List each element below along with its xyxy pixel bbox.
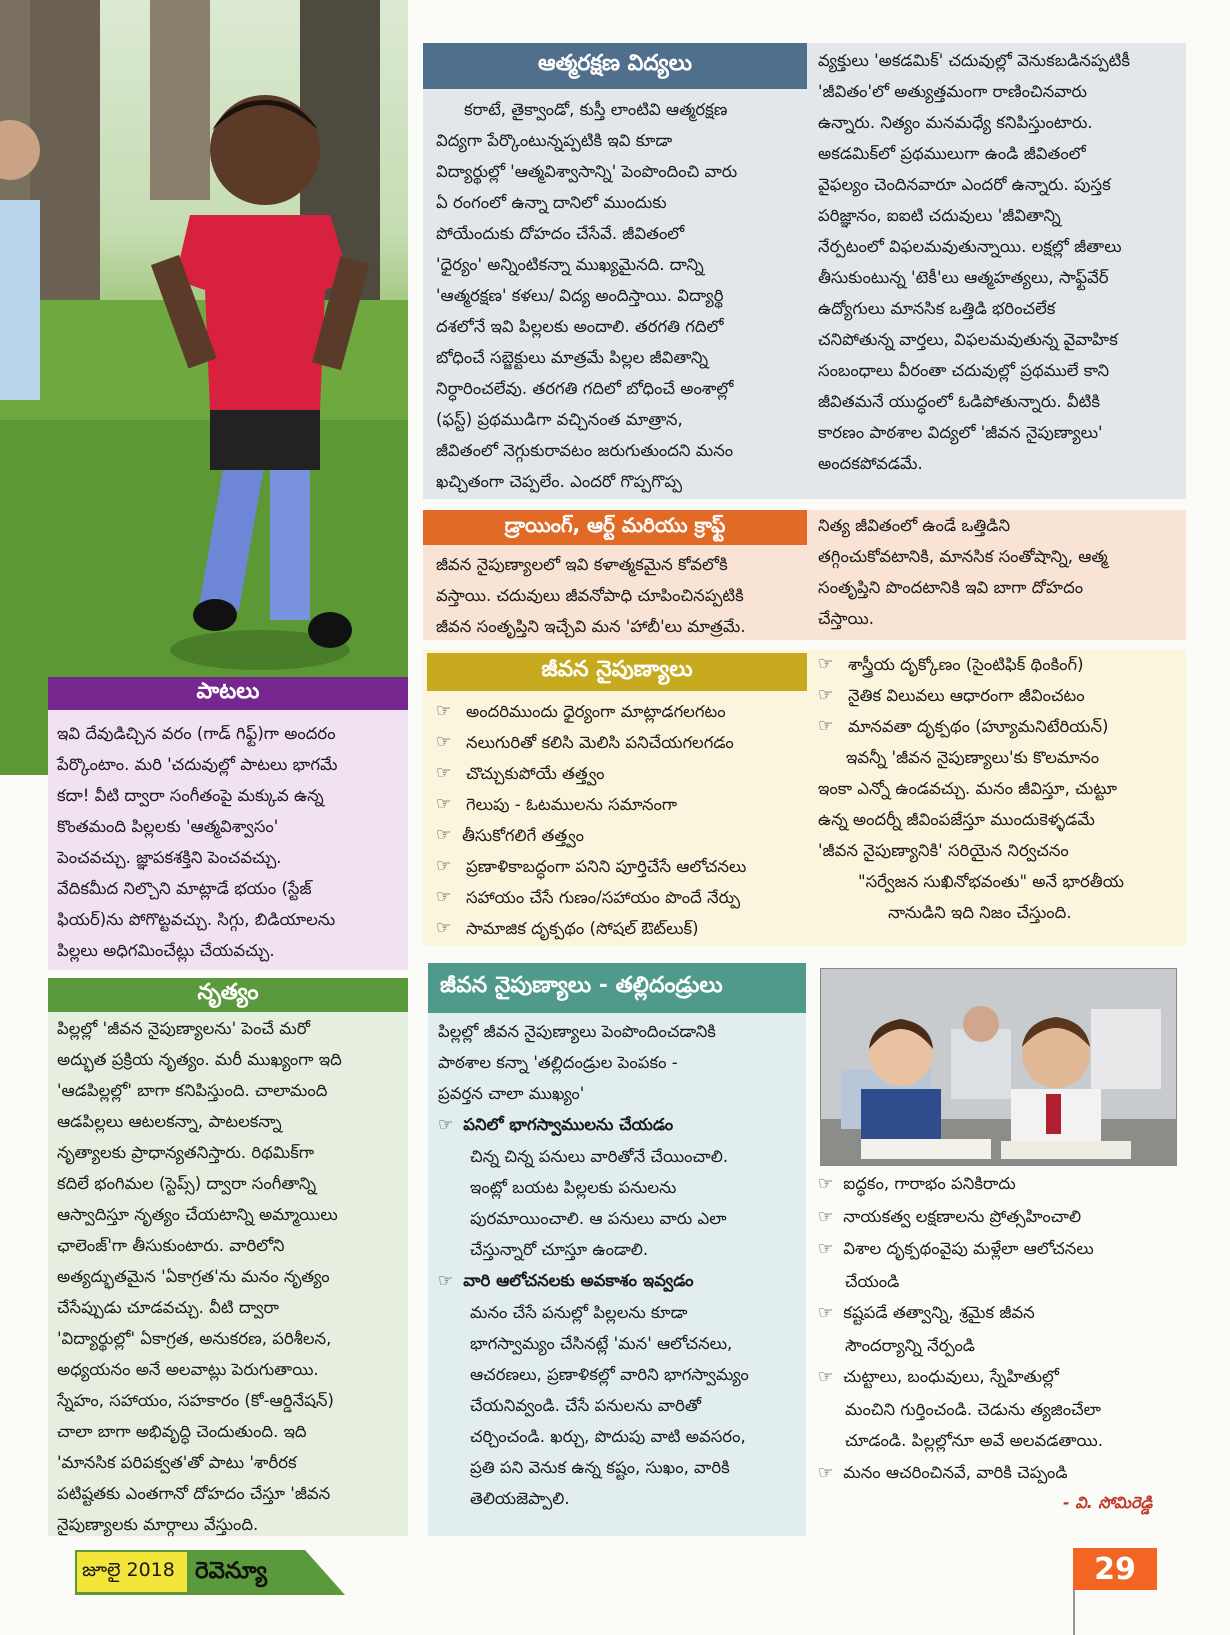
pointing-hand-icon: ☞ bbox=[438, 1115, 454, 1135]
list-item: ☞ ప్రణాళికాబద్ధంగా పనిని పూర్తిచేసే ఆలోచనలు bbox=[432, 851, 812, 882]
pointing-hand-icon: ☞ bbox=[818, 1206, 834, 1227]
children-classroom-photo bbox=[820, 968, 1177, 1166]
pointing-hand-icon: ☞ bbox=[438, 1271, 454, 1291]
list-item-cont: ☞ తీసుకోగలిగే తత్త్వం bbox=[432, 820, 812, 851]
list-item: ☞ మానవతా దృక్పథం (హ్యూమనిటేరియన్) bbox=[814, 711, 1184, 742]
parents-heading: జీవన నైపుణ్యాలు - తల్లిదండ్రులు bbox=[428, 963, 806, 1013]
list-item: ☞ గెలుపు - ఓటములను సమానంగా bbox=[432, 789, 812, 820]
runner-photo bbox=[0, 0, 408, 775]
pointing-hand-icon: ☞ bbox=[818, 1303, 834, 1323]
list-item: ☞ సహాయం చేసే గుణం/సహాయం పొందే నేర్పు bbox=[432, 882, 812, 913]
songs-heading: పాటలు bbox=[48, 677, 408, 710]
page-number: 29 bbox=[1073, 1548, 1157, 1590]
parents-text: పిల్లల్లో జీవన నైపుణ్యాలు పెంపొందించడానికి పాఠశాల కన్నా 'తల్లిదండ్రుల పెంపకం - ప్రవర్తన చాలా ముఖ్యం' ☞ పనిలో భాగస్వాములను చేయడం చిన్న చిన్న పనులు వారితోనే చేయించాలి. ఇంట్లో బయట పిల్లలకు పనులను పురమాయించాలి. ఆ పనులు వారు ఎలా చేస్తున్నారో చూస్తూ ఉండాలి. ☞ వారి ఆలోచనలకు అవకాశం ఇవ్వడం మనం చేసే పనుల్లో పిల్లలను కూడా భాగస్వామ్యం చేసినట్లే 'మన' ఆలోచనలు, ఆచరణలు, ప్రణాళికల్లో వారిని భాగస్వామ్యం చేయనివ్వండి. చేసే పనులను వారితో చర్చించండి. ఖర్చు, పొదుపు వాటి అవసరం, ప్రతి పని వెనుక ఉన్న కష్టం, సుఖం, వారికి తెలియజెప్పాలి. bbox=[438, 1022, 749, 1508]
pointing-hand-icon: ☞ bbox=[818, 1462, 834, 1483]
list-item: ☞ చొచ్చుకుపోయే తత్త్వం bbox=[432, 758, 812, 789]
list-item: ☞ శాస్త్రీయ దృక్కోణం (సైంటిఫిక్ థింకింగ్) bbox=[814, 649, 1184, 680]
page-divider bbox=[1073, 1590, 1075, 1635]
dance-text: పిల్లల్లో 'జీవన నైపుణ్యాలను' పెంచే మరో అద్భుత ప్రక్రియ నృత్యం. మరీ ముఖ్యంగా ఇది 'ఆడపిల్లల్లో' బాగా కనిపిస్తుంది. చాలామంది ఆడపిల్లలు ఆటలకన్నా, పాటలకన్నా నృత్యాలకు ప్రాధాన్యతనిస్తారు. రిథమిక్‌గా కదిలే భంగిమల (స్టెప్స్) ద్వారా సంగీతాన్ని ఆస్వాదిస్తూ నృత్యం చేయటాన్ని అమ్మాయిలు ఛాలెంజ్‌'గా తీసుకుంటారు. వారిలోని అత్యద్భుతమైన 'ఏకాగ్రత'ను మనం నృత్యం చేసేప్పుడు చూడవచ్చు. వీటి ద్వారా 'విద్యార్థుల్లో' ఏకాగ్రత, అనుకరణ, పరిశీలన, అధ్యయనం అనే అలవాట్లు పెరుగుతాయి. స్నేహం, సహాయం, సహకారం (కో-ఆర్డినేషన్) చాలా బాగా అభివృద్ధి చెందుతుంది. ఇది 'మానసిక పరిపక్వత'తో పాటు 'శారీరక పటిష్టతకు ఎంతగానో దోహదం చేస్తూ 'జీవన నైపుణ్యాలకు మార్గాలు వేస్తుంది. bbox=[57, 1019, 342, 1534]
issue-date: జూలై 2018 bbox=[82, 1559, 175, 1581]
drawing-text-left: జీవన నైపుణ్యాలలో ఇవి కళాత్మకమైన కోవలోకి వస్తాయి. చదువులు జీవనోపాధి చూపించినప్పటికి జీవన సంతృప్తిని ఇచ్చేవి మన 'హాబీ'లు మాత్రమే. bbox=[436, 555, 746, 636]
pointing-hand-icon: ☞ bbox=[818, 1239, 834, 1259]
martial-arts-heading: ఆత్మరక్షణ విద్యలు bbox=[423, 43, 807, 89]
list-item: ☞ అందరిముందు ధైర్యంగా మాట్లాడగలగటం bbox=[432, 696, 812, 727]
list-item: ☞ సామాజిక దృక్పథం (సోషల్ ఔట్‌లుక్) bbox=[432, 913, 812, 944]
pointing-hand-icon: ☞ bbox=[818, 1174, 834, 1194]
parent-tips-list: ☞ ఐద్ధకం, గారాభం పనికిరాదు ☞ నాయకత్వ లక్షణాలను ప్రోత్సహించాలి ☞ విశాల దృక్పథంవైపు మళ్లేలా ఆలోచనలు చేయండి ☞ కష్టపడే తత్వాన్ని, శ్రమైక జీవన సౌందర్యాన్ని నేర్పండి ☞ చుట్టాలు, బంధువులు, స్నేహితుల్లో మంచిని గుర్తించండి. చెడును త్యజించేలా చూడండి. పిల్లల్లోనూ అవే అలవడతాయి. ☞ మనం ఆచరించినవే, వారికి చెప్పండి bbox=[818, 1174, 1103, 1483]
martial-arts-text-right: వ్యక్తులు 'అకడమిక్' చదువుల్లో వెనుకబడినప్పటికీ 'జీవితం'లో అత్యుత్తమంగా రాణించినవారు ఉన్నారు. నిత్యం మనమధ్యే కనిపిస్తుంటారు. అకడమిక్‌లో ప్రథములుగా ఉండి జీవితంలో వైఫల్యం చెందినవారూ ఎందరో ఉన్నారు. పుస్తక పరిజ్ఞానం, ఐఐటి చదువులు 'జీవితాన్ని నేర్పటంలో విఫలమవుతున్నాయి. లక్షల్లో జీతాలు తీసుకుంటున్న 'టెకీ'లు ఆత్మహత్యలు, సాఫ్ట్‌వేర్ ఉద్యోగులు మానసిక ఒత్తిడి భరించలేక చనిపోతున్న వార్తలు, విఫలమవుతున్న వైవాహిక సంబంధాలు వీరంతా చదువుల్లో ప్రథములే కాని జీవితమనే యుద్ధంలో ఓడిపోతున్నారు. వీటికి కారణం పాఠశాల విద్యలో 'జీవన నైపుణ్యాలు' అందకపోవడమే. bbox=[818, 51, 1130, 473]
drawing-text-right: నిత్య జీవితంలో ఉండే ఒత్తిడిని తగ్గించుకోవటానికి, మానసిక సంతోషాన్ని, ఆత్మ సంతృప్తిని పొందటానికి ఇవి బాగా దోహదం చేస్తాయి. bbox=[818, 516, 1108, 628]
magazine-name: రెవెన్యూ bbox=[195, 1558, 268, 1584]
dance-heading: నృత్యం bbox=[48, 978, 408, 1012]
drawing-heading: డ్రాయింగ్, ఆర్ట్ మరియు క్రాఫ్ట్ bbox=[423, 510, 807, 545]
martial-arts-text-left: కరాటే, తైక్వాండో, కుస్తీ లాంటివి ఆత్మరక్షణ విద్యగా పేర్కొంటున్నప్పటికి ఇవి కూడా విద్యార్థుల్లో 'ఆత్మవిశ్వాసాన్ని' పెంపొందించి వారు ఏ రంగంలో ఉన్నా దానిలో ముందుకు పోయేందుకు దోహదం చేసేవే. జీవితంలో 'ధైర్యం' అన్నింటికన్నా ముఖ్యమైనది. దాన్ని 'ఆత్మరక్షణ' కళలు/ విద్య అందిస్తాయి. విద్యార్థి దశలోనే ఇవి పిల్లలకు అందాలి. తరగతి గదిలో బోధించే సబ్జెక్టులు మాత్రమే పిల్లల జీవితాన్ని నిర్ధారించలేవు. తరగతి గదిలో బోధించే అంశాల్లో (ఫస్ట్) ప్రథముడిగా వచ్చినంత మాత్రాన, జీవితంలో నెగ్గుకురావటం జరుగుతుందని మనం ఖచ్చితంగా చెప్పలేం. ఎందరో గొప్పగొప్ప bbox=[436, 100, 738, 491]
author-credit: - వి. సోమిరెడ్డి bbox=[1063, 1493, 1153, 1512]
life-skills-list-right bbox=[814, 649, 1184, 742]
life-skills-heading: జీవన నైపుణ్యాలు bbox=[427, 653, 807, 691]
life-skills-text-right: ఇవన్నీ 'జీవన నైపుణ్యాలు'కు కొలమానం ఇంకా ఎన్నో ఉండవచ్చు. మనం జీవిస్తూ, చుట్టూ ఉన్న అందర్నీ జీవింపజేస్తూ ముందుకెళ్ళడమే 'జీవన నైపుణ్యానికి' సరియైన నిర్వచనం "సర్వేజన సుఖినోభవంతు" అనే భారతీయ నానుడిని ఇది నిజం చేస్తుంది. bbox=[818, 748, 1124, 922]
pointing-hand-icon: ☞ bbox=[818, 1367, 834, 1387]
list-item: ☞ నైతిక విలువలు ఆధారంగా జీవించటం bbox=[814, 680, 1184, 711]
life-skills-list-left bbox=[432, 696, 812, 944]
songs-text: ఇవి దేవుడిచ్చిన వరం (గాడ్ గిఫ్ట్)గా అందరం పేర్కొంటాం. మరి 'చదువుల్లో పాటలు భాగమే కదా! వీటి ద్వారా సంగీతంపై మక్కువ ఉన్న కొంతమంది పిల్లలకు 'ఆత్మవిశ్వాసం' పెంచవచ్చు. జ్ఞాపకశక్తిని పెంచవచ్చు. వేదికమీద నిల్చొని మాట్లాడే భయం (స్టేజ్ ఫియర్)ను పోగొట్టవచ్చు. సిగ్గు, బిడియాలను పిల్లలు అధిగమించేట్లు చేయవచ్చు. bbox=[57, 724, 338, 960]
list-item: ☞ నలుగురితో కలిసి మెలిసి పనిచేయగలగడం bbox=[432, 727, 812, 758]
